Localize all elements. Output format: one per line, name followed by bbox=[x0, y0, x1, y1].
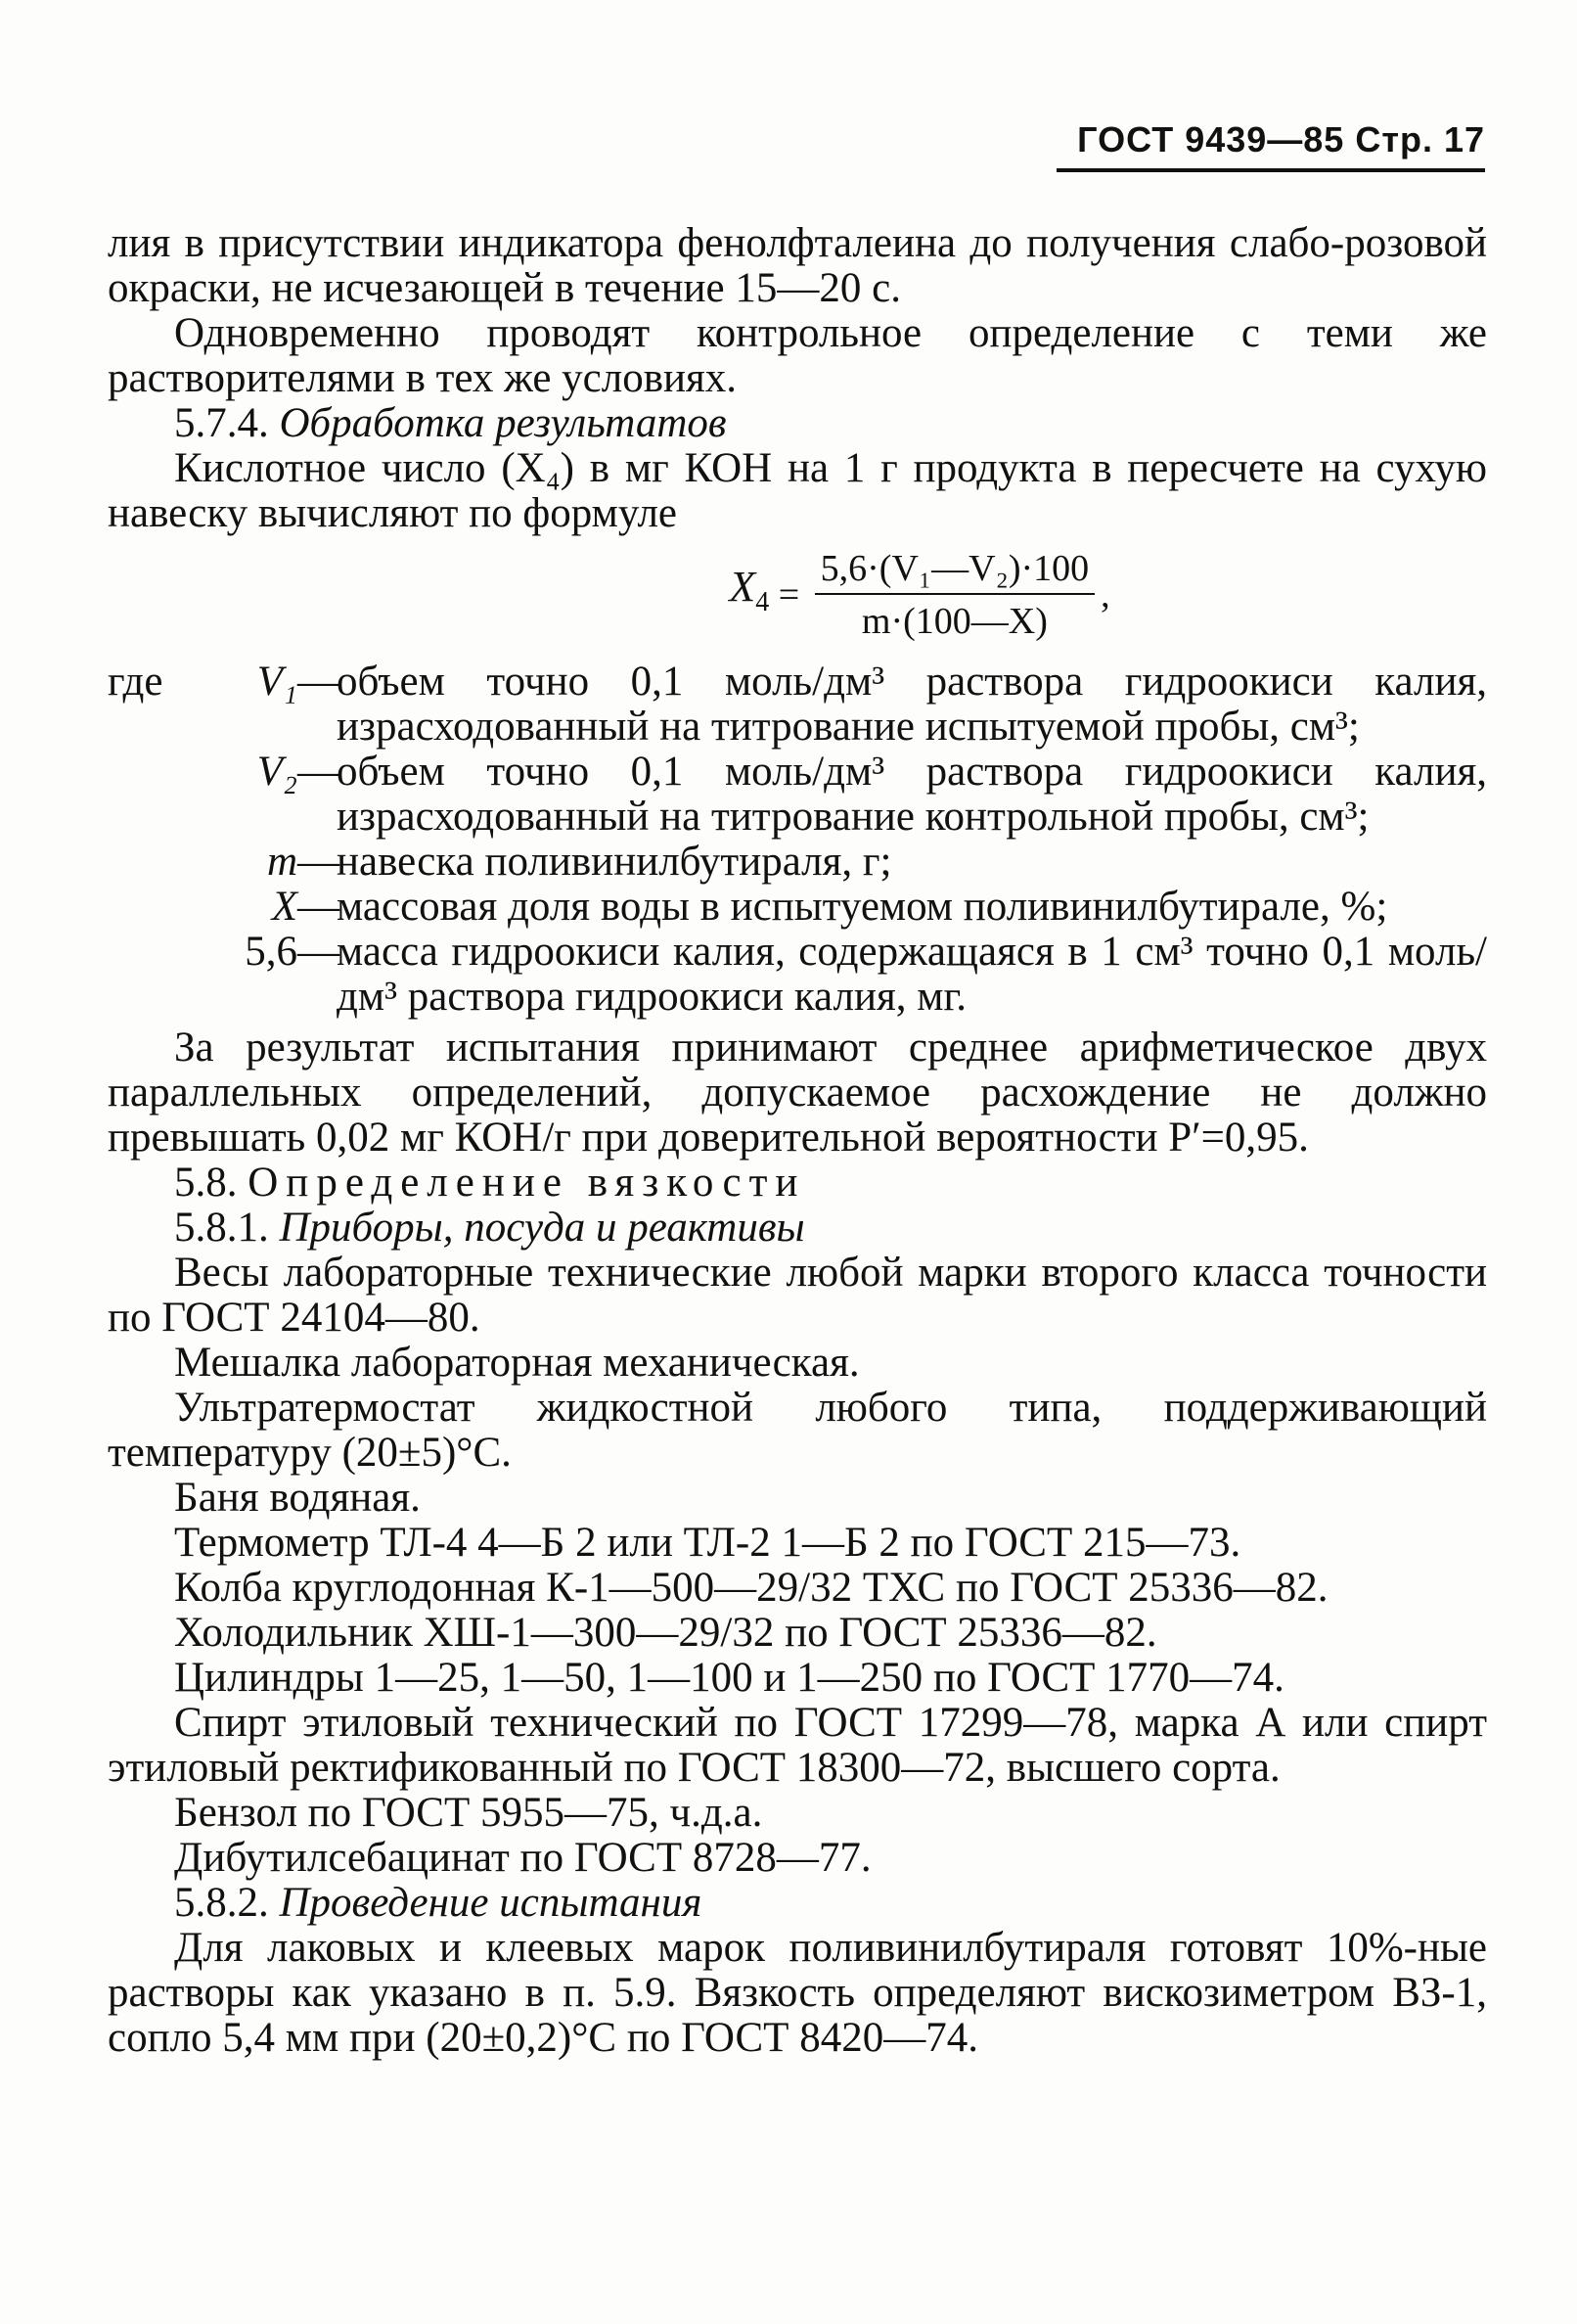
equipment-item: Весы лабораторные технические любой марки второго класса точности по ГОСТ 24104—80. bbox=[108, 1250, 1487, 1341]
formula-lhs: $X_4$ bbox=[729, 563, 770, 617]
page-header: ГОСТ 9439—85 Стр. 17 bbox=[1077, 119, 1485, 159]
definition-text: объем точно 0,1 моль/дм³ раствора гидроокиси калия, израсходованный на титрование испытуемой пробы, см³; bbox=[337, 659, 1487, 750]
section-number: 5.8. bbox=[174, 1160, 238, 1206]
formula-numerator: 5,6·(V₁—V₂)·100 bbox=[815, 546, 1096, 595]
section-title: Приборы, посуда и реактивы bbox=[279, 1205, 805, 1251]
definition-item: V₂ — объем точно 0,1 моль/дм³ раствора гидроокиси калия, израсходованный на титрование контрольной пробы, см³; bbox=[256, 749, 1487, 840]
definition-symbol: X bbox=[271, 884, 297, 930]
section-number: 5.7.4. bbox=[174, 400, 269, 446]
section-number: 5.8.1. bbox=[174, 1205, 269, 1251]
definition-item: 5,6 — масса гидроокиси калия, содержащаяся в 1 см³ точно 0,1 моль/дм³ раствора гидроокиси калия, мг. bbox=[245, 929, 1487, 1020]
definition-text: объем точно 0,1 моль/дм³ раствора гидроокиси калия, израсходованный на титрование контрольной пробы, см³; bbox=[337, 749, 1487, 840]
equipment-item: Спирт этиловый технический по ГОСТ 17299—78, марка А или спирт этиловый ректификованный по ГОСТ 18300—72, высшего сорта. bbox=[108, 1700, 1487, 1791]
definition-item: X — массовая доля воды в испытуемом поливинилбутирале, %; bbox=[108, 885, 1487, 930]
document-body bbox=[108, 221, 1487, 2061]
paragraph: лия в присутствии индикатора фенолфталеина до получения слабо-розовой окраски, не исчезающей в течение 15—20 с. bbox=[108, 220, 1487, 311]
equipment-item: Термометр ТЛ-4 4—Б 2 или ТЛ-2 1—Б 2 по ГОСТ 215—73. bbox=[174, 1520, 1241, 1566]
result-paragraph: За результат испытания принимают среднее арифметическое двух параллельных определений, допускаемое расхождение не должно превышать 0,02 мг КОН/г при доверительной вероятности P′=0,95. bbox=[108, 1025, 1487, 1161]
definition-symbol: V₁ bbox=[256, 659, 297, 705]
formula-intro: Кислотное число (X₄) в мг КОН на 1 г продукта в пересчете на сухую навеску вычисляют по формуле bbox=[108, 445, 1487, 536]
section-title: Определение вязкости bbox=[248, 1160, 806, 1206]
section-number: 5.8.2. bbox=[174, 1880, 269, 1926]
definition-symbol: m bbox=[266, 839, 297, 885]
formula-denominator: m·(100—X) bbox=[861, 601, 1048, 642]
definition-item: где V₁ — объем точно 0,1 моль/дм³ раствора гидроокиси калия, израсходованный на титрование испытуемой пробы, см³; bbox=[108, 659, 1487, 750]
equipment-item: Дибутилсебацинат по ГОСТ 8728—77. bbox=[174, 1835, 872, 1881]
equipment-item: Колба круглодонная К-1—500—29/32 ТХС по ГОСТ 25336—82. bbox=[174, 1565, 1329, 1611]
formula-fraction bbox=[815, 546, 1096, 644]
section-heading-581 bbox=[108, 1206, 1487, 1251]
header-rule bbox=[1057, 168, 1485, 172]
equipment-item: Ультратермостат жидкостной любого типа, поддерживающий температуру (20±5)°С. bbox=[108, 1385, 1487, 1476]
definition-symbol: V₂ bbox=[256, 749, 297, 795]
section-title: Проведение испытания bbox=[279, 1880, 702, 1926]
formula-equals: = bbox=[769, 574, 809, 615]
definition-text: навеска поливинилбутираля, г; bbox=[337, 839, 892, 885]
section-heading-582 bbox=[108, 1881, 1487, 1926]
definition-symbol: 5,6 bbox=[245, 929, 297, 975]
equipment-item: Мешалка лабораторная механическая. bbox=[174, 1340, 860, 1386]
equipment-item: Баня водяная. bbox=[174, 1475, 421, 1521]
definitions-list bbox=[108, 660, 1487, 1020]
equipment-item: Цилиндры 1—25, 1—50, 1—100 и 1—250 по ГОСТ 1770—74. bbox=[174, 1655, 1284, 1701]
formula bbox=[352, 546, 1487, 644]
paragraph: Одновременно проводят контрольное определение с теми же растворителями в тех же условиях. bbox=[108, 310, 1487, 401]
equipment-item: Бензол по ГОСТ 5955—75, ч.д.а. bbox=[174, 1790, 763, 1836]
formula-trail: , bbox=[1101, 574, 1110, 615]
definition-text: массовая доля воды в испытуемом поливинилбутирале, %; bbox=[337, 884, 1388, 930]
section-heading-58 bbox=[108, 1161, 1487, 1206]
section-title: Обработка результатов bbox=[279, 400, 727, 446]
equipment-item: Холодильник ХШ-1—300—29/32 по ГОСТ 25336—82. bbox=[174, 1610, 1157, 1656]
final-paragraph: Для лаковых и клеевых марок поливинилбутираля готовят 10%-ные растворы как указано в п. 5.9. Вязкость определяют вискозиметром ВЗ-1, сопло 5,4 мм при (20±0,2)°С по ГОСТ 8420—74. bbox=[108, 1925, 1487, 2061]
definition-text: масса гидроокиси калия, содержащаяся в 1 см³ точно 0,1 моль/дм³ раствора гидроокиси калия, мг. bbox=[337, 929, 1487, 1020]
section-heading-574 bbox=[108, 401, 1487, 446]
definition-item: m — навеска поливинилбутираля, г; bbox=[108, 840, 1487, 885]
